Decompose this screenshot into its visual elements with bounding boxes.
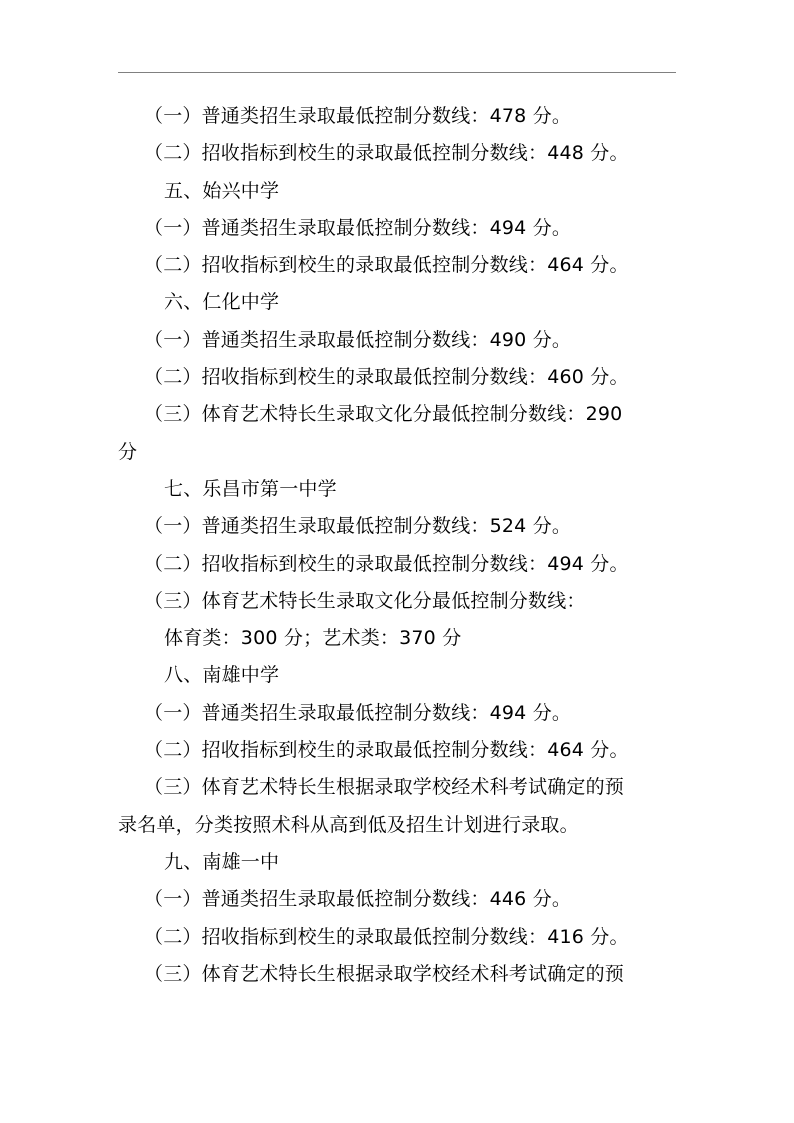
item-line: （一）普通类招生录取最低控制分数线：478 分。 [144, 105, 572, 127]
item-line: （三）体育艺术特长生录取文化分最低控制分数线：290 [144, 403, 623, 426]
section-heading: 八、南雄中学 [164, 664, 280, 687]
item-line: （二）招收指标到校生的录取最低控制分数线：416 分。 [144, 925, 629, 948]
item-line: （一）普通类招生录取最低控制分数线：490 分。 [144, 328, 572, 351]
item-line: （二）招收指标到校生的录取最低控制分数线：448 分。 [144, 142, 629, 165]
sub-detail-line: 体育类：300 分；艺术类：370 分 [164, 627, 462, 650]
item-line: （二）招收指标到校生的录取最低控制分数线：464 分。 [144, 254, 629, 277]
section-heading: 五、始兴中学 [164, 179, 280, 202]
item-line: （一）普通类招生录取最低控制分数线：446 分。 [144, 888, 572, 911]
item-line: （一）普通类招生录取最低控制分数线：524 分。 [144, 515, 572, 538]
section-heading: 九、南雄一中 [164, 850, 280, 873]
section-heading: 七、乐昌市第一中学 [164, 477, 337, 500]
item-line: （三）体育艺术特长生根据录取学校经术科考试确定的预 [144, 776, 625, 799]
continuation-line: 录名单，分类按照术科从高到低及招生计划进行录取。 [118, 813, 579, 836]
document-body [118, 98, 678, 993]
header-rule [118, 72, 676, 73]
item-line: （一）普通类招生录取最低控制分数线：494 分。 [144, 701, 572, 724]
item-line: （二）招收指标到校生的录取最低控制分数线：464 分。 [144, 739, 629, 762]
section-heading: 六、仁化中学 [164, 291, 280, 314]
item-line: （二）招收指标到校生的录取最低控制分数线：460 分。 [144, 366, 629, 389]
continuation-line: 分 [118, 440, 138, 463]
item-line: （三）体育艺术特长生录取文化分最低控制分数线： [144, 589, 586, 612]
item-line: （一）普通类招生录取最低控制分数线：494 分。 [144, 216, 572, 239]
item-line: （二）招收指标到校生的录取最低控制分数线：494 分。 [144, 552, 629, 575]
item-line: （三）体育艺术特长生根据录取学校经术科考试确定的预 [144, 962, 625, 985]
